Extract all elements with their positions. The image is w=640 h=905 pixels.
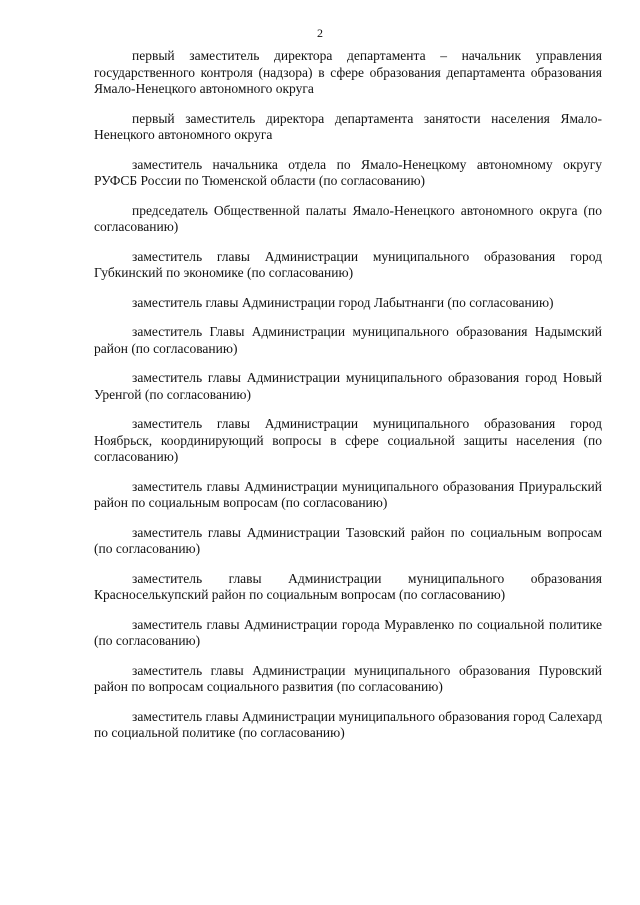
paragraph: заместитель главы Администрации город Лабытнанги (по согласованию) (132, 294, 554, 310)
paragraph: заместитель главы Администрации города Муравленко по социальной политике (по согласованию) (94, 616, 602, 648)
paragraph: заместитель главы Администрации муниципального образования Приуральский район по социальным вопросам (по согласованию) (94, 478, 602, 510)
paragraph: заместитель главы Администрации муниципального образования город Губкинский по экономике (по согласованию) (94, 248, 602, 280)
document-body (94, 48, 602, 755)
paragraph: председатель Общественной палаты Ямало-Ненецкого автономного округа (по согласованию) (94, 202, 602, 234)
paragraph: заместитель главы Администрации Тазовский район по социальным вопросам (по согласованию) (94, 524, 602, 556)
paragraph: заместитель главы Администрации муниципального образования город Ноябрьск, координирующий вопросы в сфере социальной защиты населения (по согласованию) (94, 416, 602, 464)
paragraph: заместитель главы Администрации муниципального образования Красноселькупский район по социальным вопросам (по согласованию) (94, 570, 602, 602)
paragraph: заместитель Главы Администрации муниципального образования Надымский район (по согласованию) (94, 324, 602, 356)
page-number: 2 (317, 26, 323, 40)
paragraph: первый заместитель директора департамента занятости населения Ямало-Ненецкого автономного округа (94, 110, 602, 142)
paragraph: первый заместитель директора департамента – начальник управления государственного контроля (надзора) в сфере образования департамента образования Ямало-Ненецкого автономного округа (94, 48, 602, 96)
paragraph: заместитель главы Администрации муниципального образования Пуровский район по вопросам социального развития (по согласованию) (94, 662, 602, 694)
paragraph: заместитель начальника отдела по Ямало-Ненецкому автономному округу РУФСБ России по Тюменской области (по согласованию) (94, 156, 602, 188)
paragraph: заместитель главы Администрации муниципального образования город Салехард по социальной политике (по согласованию) (94, 708, 602, 740)
paragraph: заместитель главы Администрации муниципального образования город Новый Уренгой (по согласованию) (94, 370, 602, 402)
